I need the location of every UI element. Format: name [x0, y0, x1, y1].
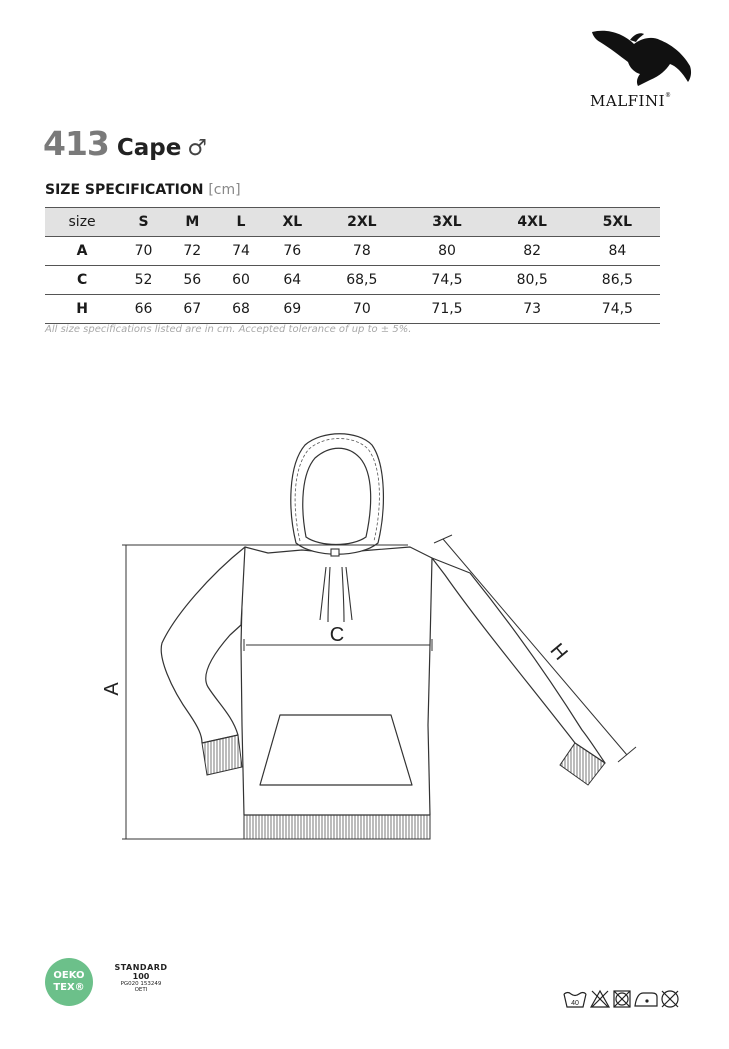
table-cell: 74 — [217, 237, 266, 266]
brand-logo — [582, 26, 702, 110]
header-cell: S — [119, 208, 168, 237]
row-label: A — [45, 237, 119, 266]
table-cell: 70 — [119, 237, 168, 266]
table-cell: 69 — [265, 295, 319, 324]
table-cell: 73 — [490, 295, 575, 324]
table-cell: 64 — [265, 266, 319, 295]
table-cell: 67 — [168, 295, 217, 324]
care-symbols — [563, 988, 698, 1010]
size-table — [45, 207, 660, 324]
table-cell: 84 — [575, 237, 660, 266]
table-cell: 60 — [217, 266, 266, 295]
table-cell: 52 — [119, 266, 168, 295]
no-tumble-dry-icon — [614, 991, 630, 1007]
table-cell: 86,5 — [575, 266, 660, 295]
header-cell: 2XL — [319, 208, 404, 237]
table-row — [45, 266, 660, 295]
table-cell: 82 — [490, 237, 575, 266]
table-cell: 74,5 — [404, 266, 489, 295]
no-dry-clean-icon — [662, 991, 678, 1007]
male-symbol-icon: ♂ — [187, 136, 208, 161]
oeko-tex-text: STANDARD 100 PG020 153249 OETI — [114, 963, 168, 993]
table-cell: 66 — [119, 295, 168, 324]
label-a: A — [101, 682, 123, 696]
iron-low-icon — [635, 993, 657, 1006]
table-row — [45, 295, 660, 324]
brand-name: MALFINI® — [590, 92, 672, 110]
header-cell: size — [45, 208, 119, 237]
header-cell: 3XL — [404, 208, 489, 237]
table-cell: 80,5 — [490, 266, 575, 295]
oeko-tex-badge — [45, 958, 175, 1008]
product-name: Cape — [116, 135, 182, 161]
header-cell: 5XL — [575, 208, 660, 237]
hood-opening — [303, 448, 371, 544]
table-cell: 78 — [319, 237, 404, 266]
table-cell: 80 — [404, 237, 489, 266]
product-model: 413 — [43, 124, 109, 163]
row-label: C — [45, 266, 119, 295]
pocket-outline — [260, 715, 412, 785]
hoodie-diagram — [90, 425, 650, 855]
table-cell: 72 — [168, 237, 217, 266]
oeko-tex-logo: OEKO TEX® — [45, 958, 93, 1006]
table-cell: 68,5 — [319, 266, 404, 295]
table-cell: 76 — [265, 237, 319, 266]
label-c: C — [329, 624, 345, 646]
table-header-row — [45, 208, 660, 237]
header-cell: 4XL — [490, 208, 575, 237]
table-cell: 68 — [217, 295, 266, 324]
eagle-icon — [590, 26, 700, 88]
header-cell: L — [217, 208, 266, 237]
spec-title: SIZE SPECIFICATION [cm] — [45, 182, 241, 198]
no-bleach-icon — [591, 991, 609, 1007]
right-sleeve — [432, 558, 605, 763]
tolerance-note: All size specifications listed are in cm. Accepted tolerance of up to ± 5%. — [45, 324, 412, 335]
table-cell: 70 — [319, 295, 404, 324]
row-label: H — [45, 295, 119, 324]
product-title — [43, 124, 207, 168]
table-row — [45, 237, 660, 266]
left-sleeve — [161, 547, 245, 743]
table-cell: 56 — [168, 266, 217, 295]
header-cell: M — [168, 208, 217, 237]
table-cell: 71,5 — [404, 295, 489, 324]
table-cell: 74,5 — [575, 295, 660, 324]
spec-unit: [cm] — [208, 182, 241, 198]
wash-temp: 40 — [571, 1000, 579, 1007]
header-cell: XL — [265, 208, 319, 237]
label-h: H — [545, 639, 572, 665]
